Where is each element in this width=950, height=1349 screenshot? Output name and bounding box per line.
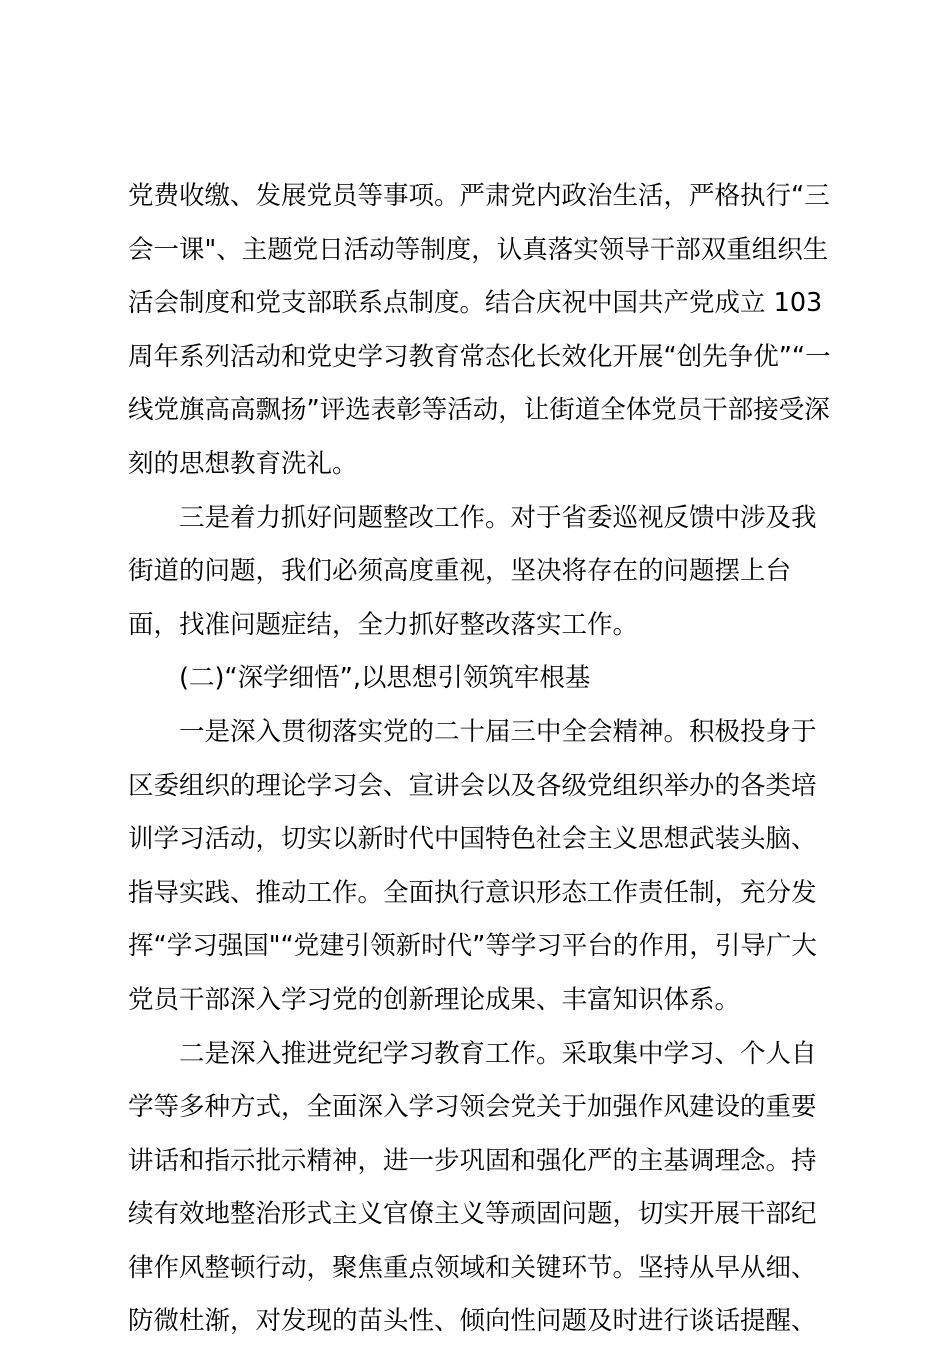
text-line: 二是深入推进党纪学习教育工作。采取集中学习、个人自 bbox=[128, 1028, 838, 1082]
text-line: 活会制度和党支部联系点制度。结合庆祝中国共产党成立 103 bbox=[128, 277, 838, 331]
text-line: 区委组织的理论学习会、宣讲会以及各级党组织举办的各类培 bbox=[128, 760, 838, 814]
text-line: 刻的思想教育洗礼。 bbox=[128, 438, 838, 492]
paragraph-discipline-education bbox=[128, 1028, 838, 1349]
paragraph-plenary-spirit bbox=[128, 706, 838, 1028]
text-line: 三是着力抓好问题整改工作。对于省委巡视反馈中涉及我 bbox=[128, 492, 838, 546]
text-line: 街道的问题，我们必须高度重视，坚决将存在的问题摆上台 bbox=[128, 545, 838, 599]
text-line: 党费收缴、发展党员等事项。严肃党内政治生活，严格执行“三 bbox=[128, 170, 838, 224]
text-line: 周年系列活动和党史学习教育常态化长效化开展“创先争优”“一 bbox=[128, 331, 838, 385]
paragraph-party-life bbox=[128, 170, 838, 492]
text-line: 防微杜渐，对发现的苗头性、倾向性问题及时进行谈话提醒、 bbox=[128, 1295, 838, 1349]
document-body bbox=[128, 170, 838, 1349]
text-line: 面，找准问题症结，全力抓好整改落实工作。 bbox=[128, 599, 838, 653]
paragraph-rectification bbox=[128, 492, 838, 653]
text-line: 会一课"、主题党日活动等制度，认真落实领导干部双重组织生 bbox=[128, 224, 838, 278]
text-line: 指导实践、推动工作。全面执行意识形态工作责任制，充分发 bbox=[128, 867, 838, 921]
section-heading bbox=[128, 652, 838, 706]
text-line: 训学习活动，切实以新时代中国特色社会主义思想武装头脑、 bbox=[128, 813, 838, 867]
text-line: 线党旗高高飘扬”评选表彰等活动，让街道全体党员干部接受深 bbox=[128, 384, 838, 438]
text-line: 讲话和指示批示精神，进一步巩固和强化严的主基调理念。持 bbox=[128, 1135, 838, 1189]
text-line: 挥“学习强国"“党建引领新时代”等学习平台的作用，引导广大 bbox=[128, 920, 838, 974]
text-line: 律作风整顿行动，聚焦重点领域和关键环节。坚持从早从细、 bbox=[128, 1242, 838, 1296]
heading-line: (二)“深学细悟”,以思想引领筑牢根基 bbox=[128, 652, 838, 706]
text-line: 学等多种方式，全面深入学习领会党关于加强作风建设的重要 bbox=[128, 1081, 838, 1135]
text-line: 党员干部深入学习党的创新理论成果、丰富知识体系。 bbox=[128, 974, 838, 1028]
text-line: 续有效地整治形式主义官僚主义等顽固问题，切实开展干部纪 bbox=[128, 1188, 838, 1242]
text-line: 一是深入贯彻落实党的二十届三中全会精神。积极投身于 bbox=[128, 706, 838, 760]
